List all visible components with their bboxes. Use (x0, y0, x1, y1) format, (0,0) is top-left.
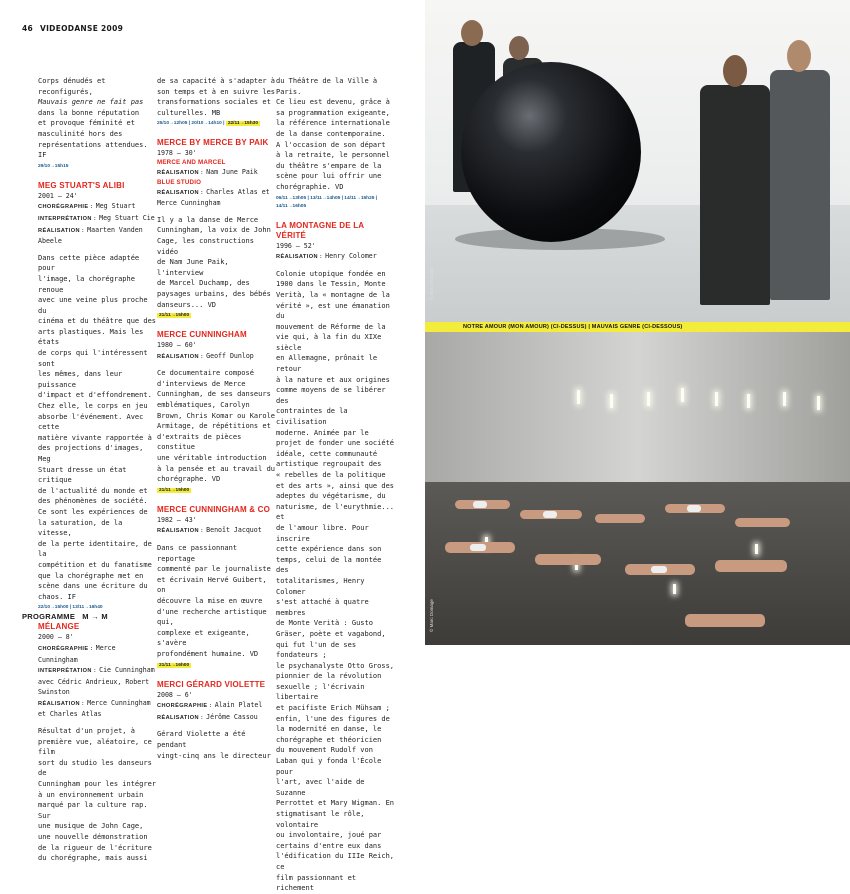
entry-title: MEG STUART'S ALIBI (38, 180, 125, 190)
screening-dates: 21/11→16h00 (159, 662, 190, 668)
credit-value: Benoît Jacquot (206, 526, 262, 535)
entry-body (157, 543, 275, 660)
text-line: des projections d'images, Meg (38, 444, 144, 463)
credit-value: Meg Stuart (95, 202, 136, 211)
footer-range: M → M (82, 612, 108, 621)
text-line: sa programmation exigeante, (276, 108, 390, 117)
text-line: culturelles. MB (157, 108, 221, 117)
entry-body (157, 368, 275, 485)
text-line: enfin, l'une des figures de (276, 714, 390, 723)
dancer (735, 518, 790, 527)
text-line: Ce documentaire composé (157, 369, 254, 378)
text-line: Ce sont les expériences de (38, 507, 148, 516)
text-line: de la perte identitaire, de la (38, 539, 152, 559)
text-line: représentations attendues. IF (38, 140, 148, 160)
text-line: film passionnant et richement (276, 873, 357, 893)
text-line: la saturation, de la vitesse, (38, 518, 123, 538)
screening-dates: 21/11→15h00 (159, 313, 190, 319)
screening-dates (157, 120, 275, 128)
credit-value: Geoff Dunlop (206, 351, 254, 360)
column-3 (276, 76, 394, 894)
photo-notre-amour (425, 0, 850, 322)
text-line: Brown, Chris Komar ou Karole (157, 411, 276, 420)
text-line: du théâtre s'empare de la (276, 161, 382, 170)
text-line: Armitage, de répétitions et (157, 422, 271, 431)
text-line: vie qui, à la fin du XIXe siècle (276, 333, 382, 352)
text-line: commenté par le journaliste (157, 565, 271, 574)
text-line: Gräser, poète et vagabond, (276, 629, 386, 638)
light-tube (783, 392, 786, 406)
photo-credit: © Marc Domage (429, 599, 434, 632)
light-tube (681, 388, 684, 402)
text-line: dans la bonne réputation (38, 108, 140, 117)
dancer (535, 554, 601, 565)
credit-label: RÉALISATION : (157, 528, 204, 535)
text-line: cette expérience dans son (276, 545, 382, 554)
page-number: 46 (22, 24, 34, 33)
text-line: et provoque féminité et (38, 119, 135, 128)
photo-wall (425, 332, 850, 482)
credit-value: Cie Cunningham avec Cédric Andrieux, Robert Swinston (38, 666, 155, 697)
credit-value: Merce Cunningham et Charles Atlas (38, 698, 151, 719)
text-line: paysages urbains, des bébés (157, 289, 271, 298)
entry-body (38, 253, 156, 603)
text-line: Résultat d'un projet, à (38, 727, 135, 736)
text-line: 1900 dans le Tessin, Monte (276, 280, 386, 289)
text-line: Ce lieu est devenu, grâce à (276, 98, 390, 107)
text-line: en Allemagne, prônait le retour (276, 354, 378, 374)
screening-dates: 22/10→15h00 | 13/11→16h40 (38, 605, 103, 611)
text-line: adeptes du végétarisme, du (276, 492, 386, 501)
c1-intro (38, 76, 156, 161)
credit-label: CHORÉGRAPHIE : (38, 645, 93, 652)
credit-label: RÉALISATION : (157, 714, 204, 721)
photo-mauvais-genre (425, 332, 850, 645)
floor-lamp (755, 544, 758, 554)
credit-label: RÉALISATION : (276, 254, 323, 261)
text-line: son temps et à en suivre les (157, 87, 276, 96)
text-line: de l'amour libre. Pour inscrire (276, 523, 369, 543)
text-line: qui fut l'un de ses fondateurs ; (276, 640, 357, 660)
text-line: artistique regroupait des (276, 460, 382, 469)
text-line: une musique de John Cage, (38, 822, 144, 831)
text-line: sexuelle ; l'écrivain libertaire (276, 682, 365, 702)
text-line: Cage, les constructions vidéo (157, 236, 254, 256)
entry-title: MERCE CUNNINGHAM & CO (157, 504, 271, 514)
text-line: « rebelles de la politique (276, 471, 386, 479)
dancer-shorts (687, 505, 701, 512)
text-line: matière vivante rapportée à (38, 433, 152, 442)
entry-title: MERCE CUNNINGHAM (157, 330, 247, 340)
text-line: Gérard Violette a été pendant (157, 730, 246, 749)
text-line: d'une recherche artistique qui, (157, 607, 267, 627)
text-line: de la rigueur de l'écriture (38, 843, 152, 852)
text-line: découvre la mise en œuvre (157, 596, 263, 605)
entry-body (157, 215, 275, 310)
text-line: emblématiques, Carolyn (157, 401, 250, 410)
performer-head (509, 36, 529, 60)
credit-value: Nam June Paik (206, 167, 258, 176)
text-line: Cunningham, la voix de John (157, 226, 271, 235)
credit-value: Maarten Vanden Abeele (38, 225, 143, 246)
credit-value: Charles Atlas et Merce Cunningham (157, 187, 270, 208)
text-line: une nouvelle démonstration (38, 833, 148, 841)
text-line: chorégraphe et théoricien (276, 735, 382, 744)
text-line: ou involontaire, joué par (276, 831, 382, 840)
performer-head (723, 55, 747, 87)
credit-label: INTERPRÉTATION : (38, 668, 97, 675)
light-tube (610, 394, 613, 408)
entry-title: LA MONTAGNE DE LA VÉRITÉ (276, 220, 364, 240)
text-line: contraintes de la civilisation (276, 407, 348, 427)
text-line: projet de fonder une société (276, 439, 395, 448)
credit-label: INTERPRÉTATION : (38, 215, 97, 222)
text-line: certains d'entre eux dans (276, 841, 382, 850)
photo-caption: NOTRE AMOUR (MON AMOUR) (CI-DESSUS) | MAUVAIS GENRE (CI-DESSOUS) (425, 322, 850, 332)
text-line: naturisme, de l'eurythmie... et (276, 502, 395, 522)
dancer (685, 614, 765, 627)
text-line: stigmatisant le rôle, volontaire (276, 810, 365, 829)
performer-head (461, 20, 483, 46)
photo-credit: © Marc Domage (429, 267, 434, 300)
text-line: Cunningham, de ses danseurs (157, 390, 271, 399)
text-line: avec une veine plus proche du (38, 296, 148, 315)
text-line: danseurs... VD (157, 300, 217, 309)
dancer-shorts (473, 501, 487, 508)
text-line: de sa capacité à s'adapter à (157, 77, 276, 85)
text-line: chorégraphie. VD (276, 182, 344, 191)
light-tube (817, 396, 820, 410)
text-line: l'édification du IIIe Reich, ce (276, 852, 395, 871)
magazine-title: VIDEODANSE 2009 (39, 24, 124, 33)
text-line: arts plastiques. Mais les états (38, 327, 144, 347)
text-line: la référence internationale (276, 119, 390, 128)
text-line: transformations sociales et (157, 98, 271, 107)
black-sphere (461, 62, 641, 242)
text-line: vérité », est une émanation du (276, 301, 390, 321)
c2-intro (157, 76, 275, 118)
text-line: vingt-cinq ans le directeur (157, 751, 271, 760)
text-line: les mêmes, dans leur puissance (38, 370, 123, 389)
text-line: marqué par la culture rap. Sur (38, 801, 148, 820)
performer-figure (770, 70, 830, 300)
entry-title: MERCE BY MERCE BY PAIK (157, 138, 269, 148)
dates-text: 25/10→12h05 | 20/10→14h10 | (157, 121, 225, 127)
text-line: la modernité en danse, le (276, 725, 382, 734)
text-line: comme moyens de se libérer des (276, 386, 386, 405)
text-line: Perrottet et Mary Wigman. En (276, 799, 395, 808)
text-line: s'est attaché à quatre membres (276, 598, 369, 617)
screening-dates: 06/11→13h05 | 13/11→14h05 | 14/11→15h25 | 14/11→16h05 (276, 195, 378, 209)
text-line: d'impact et d'effondrement. (38, 391, 152, 400)
text-line: mouvement de Réforme de la (276, 322, 386, 331)
credit-value: Henry Colomer (325, 252, 377, 261)
text-line: compétition et du fanatisme (38, 560, 152, 569)
performer-figure (700, 85, 770, 305)
dancer-shorts (651, 566, 667, 573)
entry-body (157, 729, 275, 761)
text-line: Chez elle, le corps en jeu (38, 402, 148, 411)
text-line: de Nam June Paik, l'interview (157, 258, 229, 277)
entry-subtitle: BLUE STUDIO (157, 178, 202, 186)
text-line: masculinité hors des (38, 129, 123, 138)
text-line: à la retraite, le personnel (276, 151, 390, 160)
credit-label: CHORÉGRAPHIE : (38, 204, 93, 211)
text-line: que la chorégraphe met en (38, 571, 144, 580)
entry-body (276, 269, 394, 894)
text-line: de la danse contemporaine. (276, 129, 386, 138)
text-line: première vue, aléatoire, ce film (38, 737, 152, 757)
light-tube (715, 392, 718, 406)
running-head (22, 24, 123, 33)
credit-value: Jérôme Cassou (206, 712, 258, 721)
text-line: du mouvement Rudolf von (276, 746, 373, 755)
entry-body (38, 726, 156, 864)
dancer (595, 514, 645, 523)
text-line: l'image, la chorégraphe renoue (38, 274, 135, 294)
text-line: idéale, cette communauté (276, 449, 378, 458)
text-line: de Marcel Duchamp, des (157, 279, 250, 288)
text-line: de Monte Verità : Gusto (276, 619, 373, 628)
entry-meta: 2001 – 24' (38, 191, 78, 200)
screening-dates: 29/10→15h15 (38, 163, 69, 169)
text-line: chaos. IF (38, 592, 76, 601)
text-line: scène pour lui offrir une (276, 172, 382, 181)
dancer-shorts (543, 511, 557, 518)
text-line: sort du studio les danseurs de (38, 758, 152, 778)
text-line: une véritable introduction (157, 454, 267, 463)
credit-value: Meg Stuart Cie (99, 213, 155, 222)
text-line: profondément humaine. VD (157, 649, 259, 658)
text-line: Dans cette pièce adaptée pour (38, 253, 140, 273)
text-line: à un environnement urbain (38, 790, 144, 799)
credit-label: RÉALISATION : (157, 169, 204, 176)
text-line: absorbe l'événement. Avec cette (38, 412, 144, 432)
light-tube (577, 390, 580, 404)
text-line: Verità, la « montagne de la (276, 290, 390, 299)
text-line: d'interviews de Merce (157, 379, 246, 388)
text-line: à la pensée et au travail du (157, 464, 276, 473)
dancer-shorts (470, 544, 486, 551)
credit-value: Alain Platel (214, 701, 263, 710)
performer-head (787, 40, 811, 72)
entry-meta: 2008 – 6' (157, 690, 193, 699)
column-1 (38, 76, 156, 864)
text-line: de l'actualité du monde et (38, 486, 148, 495)
text-line: Dans ce passionnant reportage (157, 544, 238, 563)
screening-dates: 21/11→15h00 (159, 487, 190, 493)
floor-lamp (673, 584, 676, 594)
text-line: complexe et exigeante, s'avère (157, 628, 250, 648)
entry-meta: 1982 – 43' (157, 515, 197, 524)
text-line: temps, celui de la montée des (276, 555, 382, 575)
text-line: Colonie utopique fondée en (276, 269, 386, 278)
credit-label: RÉALISATION : (157, 189, 204, 196)
column-2 (157, 76, 275, 761)
text-line: pionnier de la révolution (276, 672, 382, 681)
dancer (715, 560, 787, 572)
credit-label: RÉALISATION : (38, 227, 85, 234)
text-line: scène dans une écriture du (38, 582, 148, 591)
c3-intro (276, 76, 394, 193)
text-line: totalitarismes, Henry Colomer (276, 576, 365, 596)
text-line: et pacifiste Erich Mühsam ; (276, 704, 390, 713)
text-line: le psychanalyste Otto Gross, (276, 661, 395, 670)
text-line: du Théâtre de la Ville à Paris. (276, 77, 378, 96)
text-line: des phénomènes de société. (38, 497, 148, 506)
footer-label: PROGRAMME (22, 612, 76, 621)
text-line: Il y a la danse de Merce (157, 215, 259, 224)
light-tube (747, 394, 750, 408)
text-line: Cunningham pour les intégrer (38, 780, 157, 789)
text-line: Stuart dresse un état critique (38, 465, 127, 485)
entry-meta: 1978 – 30' (157, 149, 197, 158)
entry-meta: 1980 – 60' (157, 341, 197, 350)
entry-title: MERCI GÉRARD VIOLETTE (157, 679, 266, 689)
entry-title: MÉLANGE (38, 622, 80, 632)
page-footer (22, 612, 108, 621)
text-line: l'art, avec l'aide de Suzanne (276, 778, 365, 797)
light-tube (647, 392, 650, 406)
text-line: cinéma et du théâtre que des (38, 317, 157, 326)
text-line: à la nature et aux origines (276, 375, 390, 384)
text-line: et des arts », ainsi que des (276, 481, 395, 490)
text-line: chorégraphe. VD (157, 475, 221, 484)
credit-value: Merce Cunningham (38, 643, 116, 664)
text-line: et écrivain Hervé Guibert, on (157, 575, 267, 595)
credit-label: RÉALISATION : (38, 700, 85, 707)
text-line: A l'occasion de son départ (276, 140, 386, 149)
entry-subtitle: MERCE AND MARCEL (157, 158, 226, 166)
text-line: du chorégraphe, mais aussi (38, 854, 148, 863)
credit-label: CHORÉGRAPHIE : (157, 703, 212, 710)
text-line: d'extraits de pièces constitue (157, 432, 242, 452)
dates-highlight: 22/11→15h30 (227, 121, 258, 127)
credit-label: RÉALISATION : (157, 353, 204, 360)
text-line: Corps dénudés et reconfigurés, (38, 77, 106, 96)
entry-meta: 2000 – 8' (38, 633, 74, 642)
entry-meta: 1996 – 52' (276, 241, 316, 250)
text-line: Mauvais genre ne fait pas (38, 98, 144, 107)
text-line: moderne. Animée par le (276, 428, 369, 437)
text-line: Laban qui y fonda l'École pour (276, 757, 382, 776)
text-line: de corps qui l'intéressent sont (38, 349, 148, 368)
